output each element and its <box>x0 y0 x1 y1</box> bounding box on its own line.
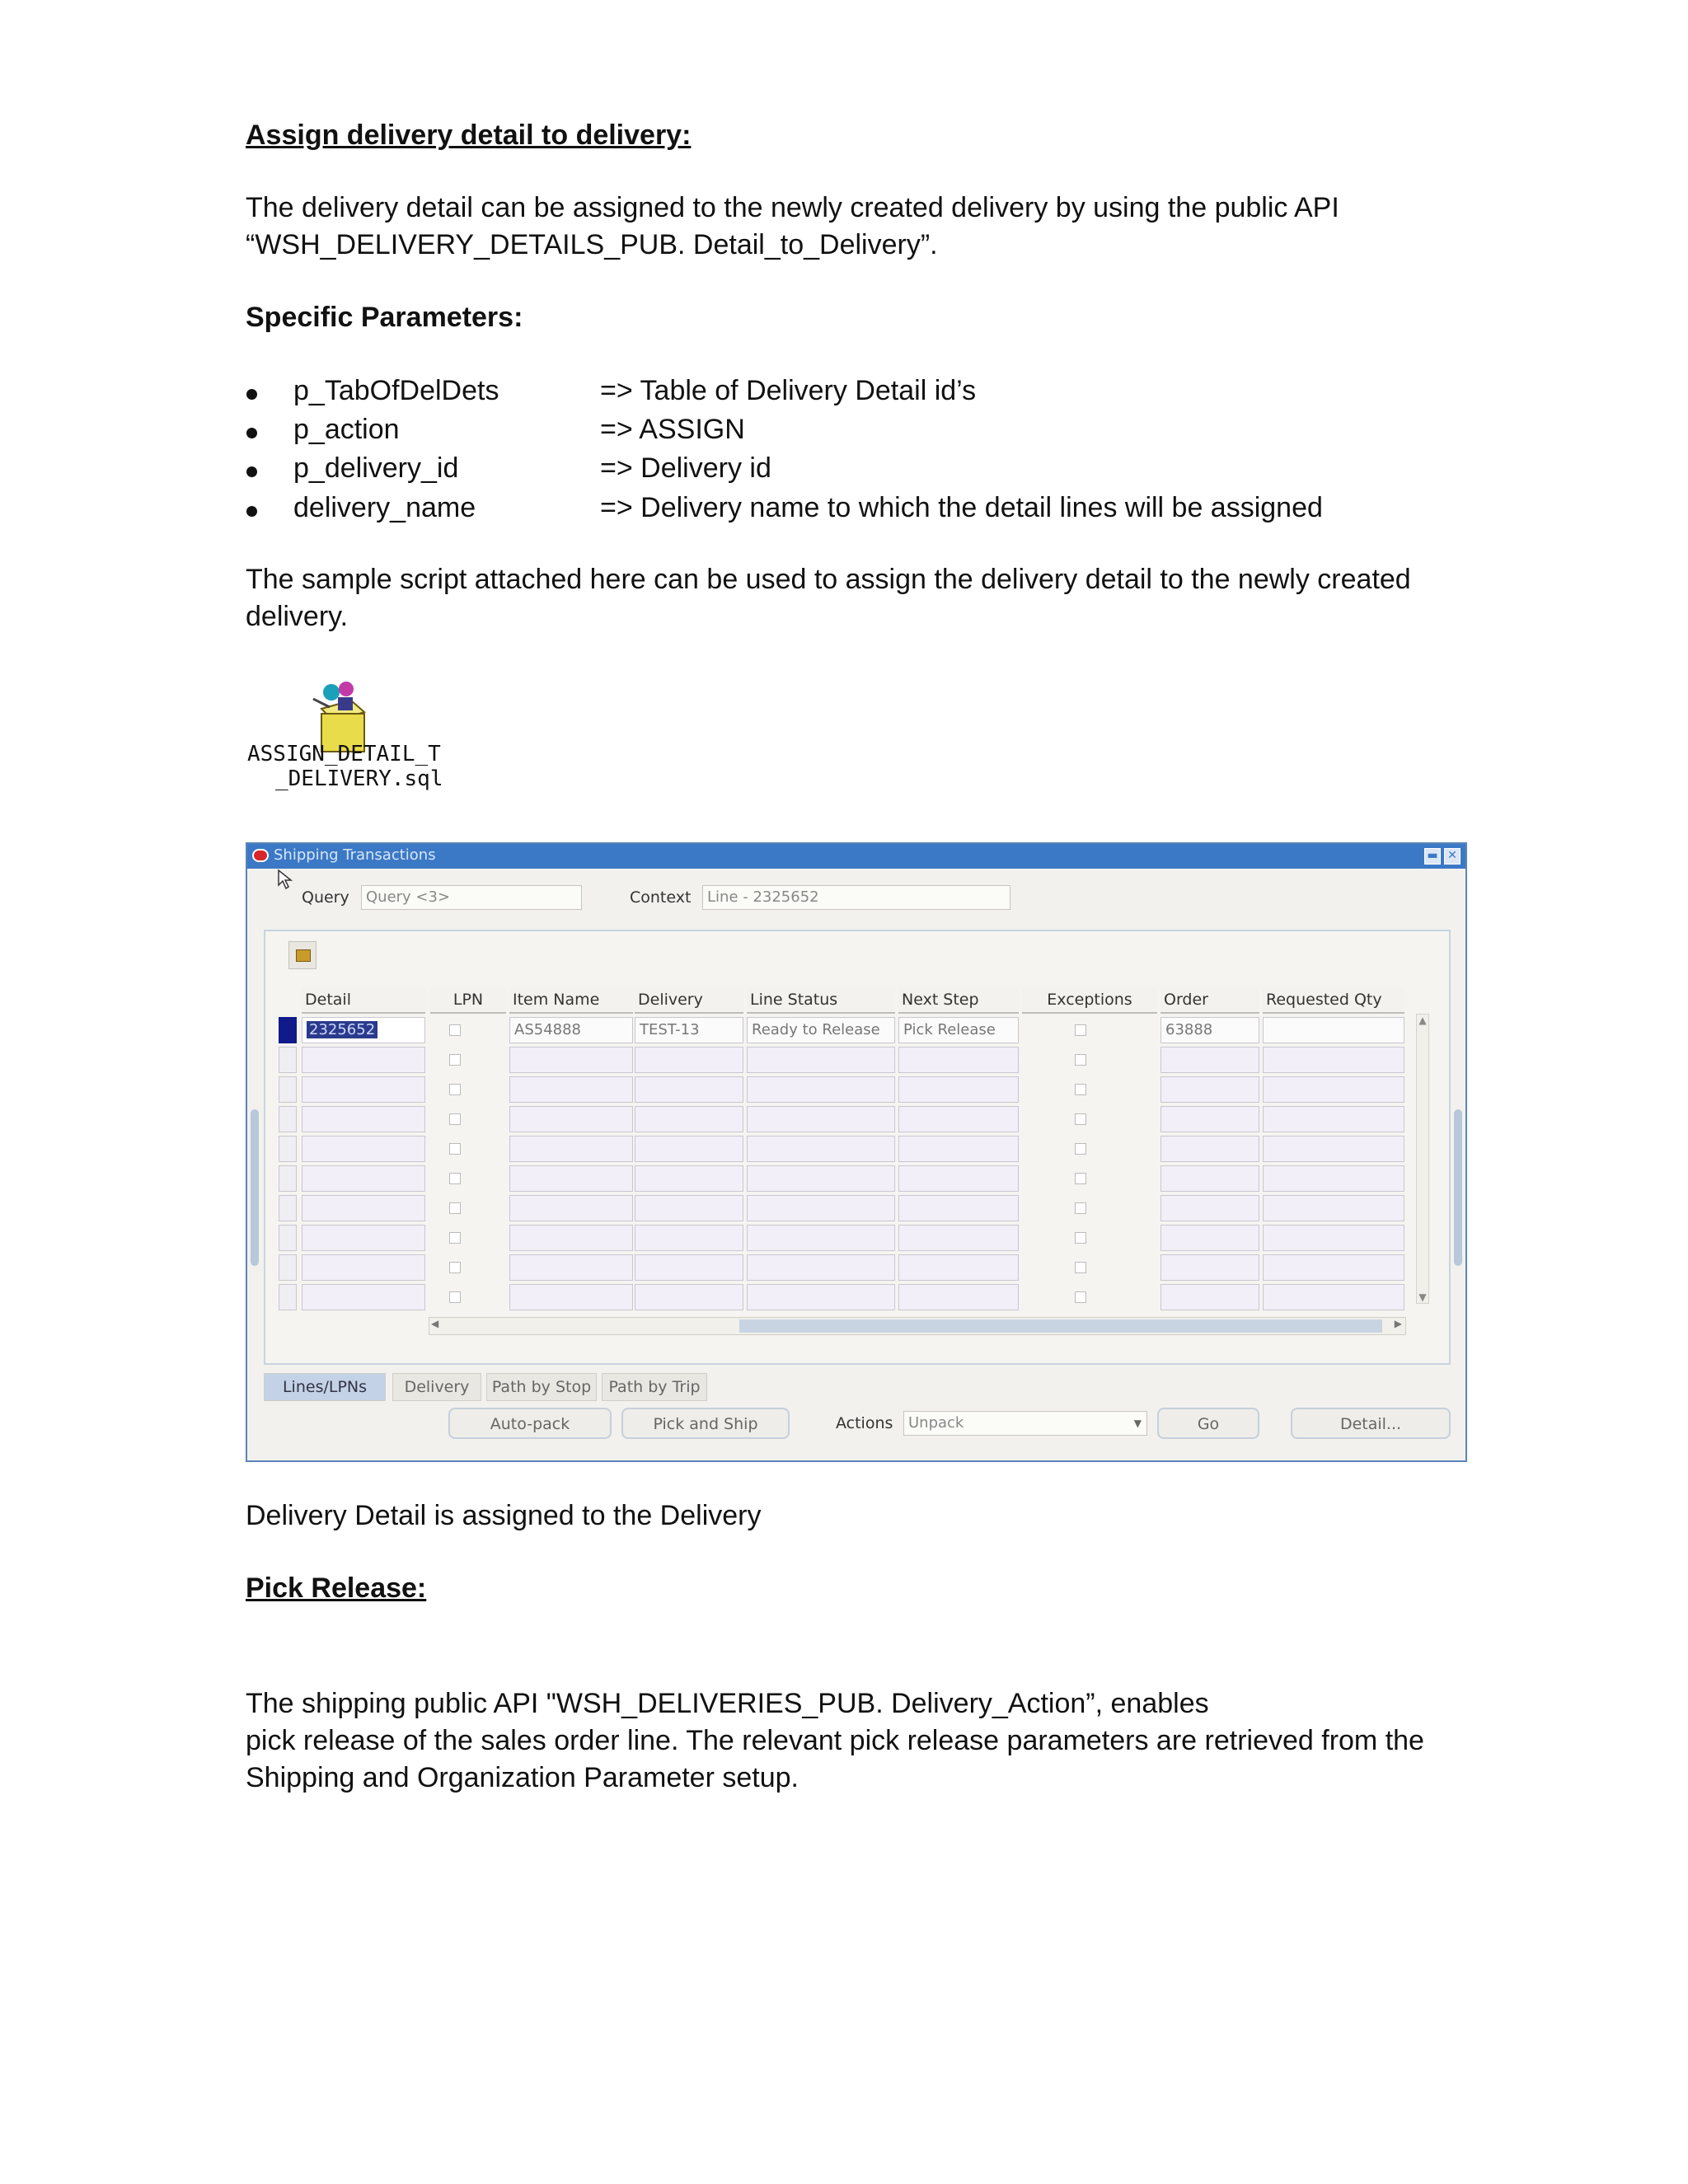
cell-detail[interactable] <box>302 1047 425 1073</box>
cell-item-name[interactable]: AS54888 <box>509 1017 633 1043</box>
cell-item-name[interactable] <box>509 1076 633 1103</box>
cell-line-status[interactable] <box>747 1136 895 1162</box>
scroll-down-icon[interactable]: ▼ <box>1418 1291 1427 1303</box>
cell-requested-qty[interactable] <box>1263 1284 1404 1310</box>
exceptions-checkbox[interactable] <box>1075 1054 1086 1066</box>
cell-detail[interactable]: 2325652 <box>302 1017 425 1043</box>
exceptions-checkbox[interactable] <box>1075 1291 1086 1303</box>
left-scroll-indicator <box>251 1109 259 1266</box>
cell-order[interactable] <box>1160 1195 1259 1221</box>
paragraph-line: delivery. <box>246 601 349 632</box>
column-header-order[interactable]: Order <box>1160 987 1259 1014</box>
context-label: Context <box>630 888 692 907</box>
exceptions-checkbox[interactable] <box>1075 1173 1086 1184</box>
cell-next-step[interactable] <box>898 1047 1019 1073</box>
cell-order[interactable] <box>1160 1225 1259 1251</box>
cell-item-name[interactable] <box>509 1225 633 1251</box>
bullet <box>246 428 257 438</box>
cell-line-status[interactable] <box>747 1254 895 1281</box>
cell-next-step[interactable] <box>898 1136 1019 1162</box>
cell-detail[interactable] <box>302 1165 425 1192</box>
cell-line-status[interactable] <box>747 1165 895 1192</box>
cell-delivery[interactable]: TEST-13 <box>635 1017 743 1043</box>
detail-button[interactable]: Detail... <box>1291 1408 1451 1439</box>
close-icon[interactable]: ✕ <box>1444 848 1461 865</box>
cell-delivery[interactable] <box>635 1165 743 1192</box>
cell-order[interactable] <box>1160 1284 1259 1310</box>
column-header-lpn[interactable]: LPN <box>430 987 506 1014</box>
lpn-checkbox[interactable] <box>449 1202 461 1214</box>
row-indicator[interactable] <box>279 1165 297 1192</box>
attachment-label[interactable]: ASSIGN_DETAIL_T <box>247 742 441 766</box>
scroll-left-icon[interactable]: ◀ <box>431 1318 439 1329</box>
actions-label: Actions <box>836 1414 893 1432</box>
exceptions-checkbox[interactable] <box>1075 1024 1086 1036</box>
window-title: Shipping Transactions <box>274 846 436 864</box>
auto-pack-button[interactable]: Auto-pack <box>448 1408 612 1439</box>
cell-requested-qty[interactable] <box>1263 1195 1404 1221</box>
cell-order[interactable]: 63888 <box>1160 1017 1259 1043</box>
row-indicator[interactable] <box>279 1017 297 1043</box>
cell-line-status[interactable] <box>747 1284 895 1310</box>
shipping-transactions-window <box>246 842 1467 1462</box>
column-header-next-step[interactable]: Next Step <box>898 987 1019 1014</box>
cell-next-step[interactable] <box>898 1165 1019 1192</box>
cell-delivery[interactable] <box>635 1225 743 1251</box>
lpn-checkbox[interactable] <box>449 1113 461 1125</box>
attachment-label[interactable]: _DELIVERY.sql <box>275 766 443 791</box>
cell-requested-qty[interactable] <box>1263 1254 1404 1281</box>
right-scroll-indicator <box>1454 1109 1462 1266</box>
cell-item-name[interactable] <box>509 1136 633 1162</box>
cell-requested-qty[interactable] <box>1263 1225 1404 1251</box>
paragraph-line: The sample script attached here can be used to assign the delivery detail to the newly created <box>246 564 1411 595</box>
lpn-checkbox[interactable] <box>449 1232 461 1244</box>
paragraph-line: “WSH_DELIVERY_DETAILS_PUB. Detail_to_Delivery”. <box>246 229 938 260</box>
cell-line-status[interactable] <box>747 1076 895 1103</box>
window-titlebar <box>247 844 1465 869</box>
param-desc: => Table of Delivery Detail id’s <box>600 375 977 406</box>
tab-path-by-stop[interactable]: Path by Stop <box>486 1373 597 1401</box>
row-indicator[interactable] <box>279 1284 297 1310</box>
cell-line-status[interactable] <box>747 1047 895 1073</box>
cell-detail[interactable] <box>302 1225 425 1251</box>
cell-detail[interactable] <box>302 1195 425 1221</box>
cell-line-status[interactable]: Ready to Release <box>747 1017 895 1043</box>
params-heading: Specific Parameters: <box>246 302 523 333</box>
scroll-up-icon[interactable]: ▲ <box>1418 1015 1427 1026</box>
column-header-requested-qty[interactable]: Requested Qty <box>1263 987 1404 1014</box>
oracle-logo-icon <box>252 849 269 862</box>
exceptions-checkbox[interactable] <box>1075 1232 1086 1244</box>
cell-next-step[interactable] <box>898 1106 1019 1132</box>
exceptions-checkbox[interactable] <box>1075 1084 1086 1095</box>
tab-delivery[interactable]: Delivery <box>392 1373 481 1401</box>
mouse-cursor-icon <box>277 869 293 890</box>
tab-lines-lpns[interactable]: Lines/LPNs <box>264 1373 386 1401</box>
context-field[interactable]: Line - 2325652 <box>702 885 1010 910</box>
section-heading-pick-release: Pick Release: <box>246 1572 427 1604</box>
cell-delivery[interactable] <box>635 1076 743 1103</box>
lpn-checkbox[interactable] <box>449 1024 461 1036</box>
lpn-checkbox[interactable] <box>449 1262 461 1273</box>
vertical-scrollbar[interactable] <box>1416 1014 1429 1304</box>
lpn-checkbox[interactable] <box>449 1084 461 1095</box>
cell-detail[interactable] <box>302 1076 425 1103</box>
chevron-down-icon[interactable]: ▼ <box>1133 1418 1142 1429</box>
cell-detail[interactable] <box>302 1284 425 1310</box>
screenshot-caption: Delivery Detail is assigned to the Delivery <box>246 1500 762 1531</box>
cell-detail[interactable] <box>302 1106 425 1132</box>
cell-line-status[interactable] <box>747 1195 895 1221</box>
cell-delivery[interactable] <box>635 1284 743 1310</box>
row-indicator[interactable] <box>279 1254 297 1281</box>
bullet <box>246 466 257 477</box>
horizontal-scrollbar[interactable] <box>429 1317 1406 1335</box>
param-name: p_delivery_id <box>293 452 459 484</box>
exceptions-checkbox[interactable] <box>1075 1143 1086 1155</box>
cell-requested-qty[interactable] <box>1263 1136 1404 1162</box>
cell-requested-qty[interactable] <box>1263 1106 1404 1132</box>
bullet <box>246 506 257 517</box>
param-desc: => Delivery id <box>600 452 771 484</box>
cell-delivery[interactable] <box>635 1254 743 1281</box>
cell-next-step[interactable] <box>898 1225 1019 1251</box>
cell-delivery[interactable] <box>635 1106 743 1132</box>
lpn-checkbox[interactable] <box>449 1054 461 1066</box>
cell-item-name[interactable] <box>509 1165 633 1192</box>
cell-requested-qty[interactable] <box>1263 1047 1404 1073</box>
cell-order[interactable] <box>1160 1047 1259 1073</box>
row-indicator[interactable] <box>279 1136 297 1162</box>
cell-order[interactable] <box>1160 1076 1259 1103</box>
minimize-icon[interactable]: ▬ <box>1424 848 1441 865</box>
go-button[interactable]: Go <box>1157 1408 1259 1439</box>
column-header-delivery[interactable]: Delivery <box>635 987 743 1014</box>
cell-item-name[interactable] <box>509 1254 633 1281</box>
cell-detail[interactable] <box>302 1136 425 1162</box>
cell-delivery[interactable] <box>635 1047 743 1073</box>
exceptions-checkbox[interactable] <box>1075 1202 1086 1214</box>
cell-item-name[interactable] <box>509 1106 633 1132</box>
cell-delivery[interactable] <box>635 1195 743 1221</box>
row-indicator[interactable] <box>279 1106 297 1132</box>
cell-item-name[interactable] <box>509 1284 633 1310</box>
lpn-checkbox[interactable] <box>449 1173 461 1184</box>
param-desc: => ASSIGN <box>600 414 745 445</box>
cell-item-name[interactable] <box>509 1195 633 1221</box>
lpn-checkbox[interactable] <box>449 1143 461 1155</box>
column-header-item-name[interactable]: Item Name <box>509 987 633 1014</box>
row-indicator[interactable] <box>279 1225 297 1251</box>
column-header-detail[interactable]: Detail <box>302 987 425 1014</box>
cell-requested-qty[interactable] <box>1263 1076 1404 1103</box>
folder-icon[interactable] <box>288 941 316 969</box>
query-label: Query <box>302 888 349 907</box>
query-field[interactable]: Query <3> <box>361 885 582 910</box>
row-indicator[interactable] <box>279 1195 297 1221</box>
tab-path-by-trip[interactable]: Path by Trip <box>602 1373 707 1401</box>
cell-requested-qty[interactable] <box>1263 1017 1404 1043</box>
exceptions-checkbox[interactable] <box>1075 1262 1086 1273</box>
lpn-checkbox[interactable] <box>449 1291 461 1303</box>
row-indicator[interactable] <box>279 1076 297 1103</box>
cell-order[interactable] <box>1160 1165 1259 1192</box>
cell-next-step[interactable] <box>898 1254 1019 1281</box>
section-heading-assign: Assign delivery detail to delivery: <box>246 120 692 151</box>
paragraph-line: Shipping and Organization Parameter setup. <box>246 1762 799 1793</box>
cell-next-step[interactable] <box>898 1195 1019 1221</box>
cell-line-status[interactable] <box>747 1225 895 1251</box>
cell-line-status[interactable] <box>747 1106 895 1132</box>
paragraph-line: The delivery detail can be assigned to the newly created delivery by using the public API <box>246 192 1339 223</box>
cell-next-step[interactable] <box>898 1284 1019 1310</box>
cell-detail[interactable] <box>302 1254 425 1281</box>
cell-requested-qty[interactable] <box>1263 1165 1404 1192</box>
param-name: p_TabOfDelDets <box>293 375 499 406</box>
actions-select[interactable]: Unpack ▼ <box>903 1411 1147 1436</box>
param-name: delivery_name <box>293 492 476 523</box>
pick-and-ship-button[interactable]: Pick and Ship <box>621 1408 790 1439</box>
cell-order[interactable] <box>1160 1106 1259 1132</box>
cell-item-name[interactable] <box>509 1047 633 1073</box>
column-header-line-status[interactable]: Line Status <box>747 987 895 1014</box>
column-header-exceptions[interactable]: Exceptions <box>1022 987 1157 1014</box>
cell-order[interactable] <box>1160 1254 1259 1281</box>
cell-next-step[interactable]: Pick Release <box>898 1017 1019 1043</box>
cell-delivery[interactable] <box>635 1136 743 1162</box>
paragraph-line: The shipping public API "WSH_DELIVERIES_PUB. Delivery_Action”, enables <box>246 1688 1209 1719</box>
exceptions-checkbox[interactable] <box>1075 1113 1086 1125</box>
scroll-right-icon[interactable]: ▶ <box>1394 1318 1402 1329</box>
row-indicator[interactable] <box>279 1047 297 1073</box>
bullet <box>246 389 257 400</box>
cell-next-step[interactable] <box>898 1076 1019 1103</box>
scroll-thumb[interactable] <box>739 1319 1382 1333</box>
paragraph-line: pick release of the sales order line. The relevant pick release parameters are retrieved from the <box>246 1725 1424 1756</box>
cell-order[interactable] <box>1160 1136 1259 1162</box>
param-name: p_action <box>293 414 400 445</box>
param-desc: => Delivery name to which the detail lines will be assigned <box>600 492 1323 523</box>
